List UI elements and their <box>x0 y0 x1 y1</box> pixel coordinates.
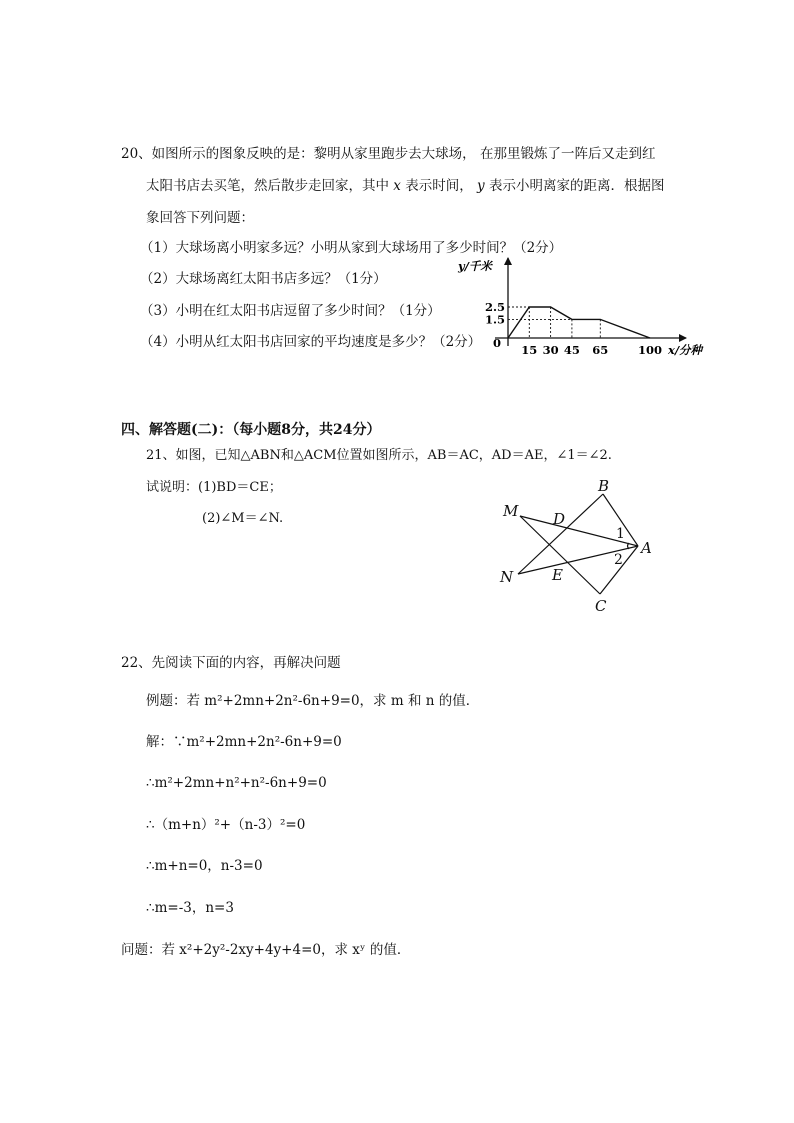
label-C: C <box>595 597 607 615</box>
label-N: N <box>500 568 514 586</box>
q20-line2 <box>146 177 664 195</box>
x-tick-label: 65 <box>592 343 609 357</box>
q20-sub2: （2）大球场离红太阳书店多远？（1分） <box>140 271 387 287</box>
q22-solution-line1: 解：∵m²+2mn+2n²-6n+9=0 <box>146 734 342 750</box>
q22-problem: 问题：若 x²+2y²-2xy+4y+4=0，求 xʸ 的值． <box>121 942 411 958</box>
section4-title: 四、解答题(二)：（每小题8分，共24分） <box>121 422 381 438</box>
q20-line1: 20、如图所示的图象反映的是：黎明从家里跑步去大球场， 在那里锻炼了一阵后又走到红 <box>121 146 656 162</box>
q21-part2: (2)∠M＝∠N. <box>202 511 284 526</box>
y-tick-label: 2.5 <box>484 300 505 314</box>
x-tick-label: 100 <box>637 343 663 357</box>
x-axis-label: x/分种 <box>668 343 703 357</box>
label-angle-1: 1 <box>616 526 625 542</box>
origin-label: 0 <box>493 336 502 350</box>
y-axis-label: y/千米 <box>458 259 492 273</box>
label-D: D <box>553 510 566 528</box>
q21-explain: 试说明：(1)BD＝CE； <box>146 480 282 495</box>
q20-line2-c: 表示小明离家的距离．根据图 <box>488 178 665 194</box>
label-B: B <box>598 477 610 495</box>
x-tick-label: 30 <box>542 343 559 357</box>
q21-line1: 21、如图，已知△ABN和△ACM位置如图所示，AB＝AC，AD＝AE，∠1＝∠2. <box>146 448 612 463</box>
label-A: A <box>641 539 652 557</box>
q22-solution-line5: ∴m=-3，n=3 <box>146 900 234 916</box>
q20-line2-b: 表示时间， <box>405 178 473 194</box>
geometry-figure <box>490 474 670 619</box>
y-tick-label: 1.5 <box>484 312 505 327</box>
x-tick-label: 45 <box>563 343 580 357</box>
q20-line2-y: y <box>477 178 485 194</box>
label-E: E <box>552 566 563 584</box>
q20-sub4: （4）小明从红太阳书店回家的平均速度是多少？（2分） <box>140 334 482 350</box>
label-angle-2: 2 <box>614 552 623 568</box>
q20-line3: 象回答下列问题： <box>146 210 254 226</box>
q20-line2-a: 太阳书店去买笔，然后散步走回家，其中 <box>146 178 389 194</box>
q20-line2-x: x <box>393 178 401 194</box>
label-M: M <box>503 502 519 520</box>
angle-arc <box>628 543 630 549</box>
q20-sub3: （3）小明在红太阳书店逗留了多少时间？（1分） <box>140 303 441 319</box>
q22-title: 22、先阅读下面的内容，再解决问题 <box>121 655 341 671</box>
q22-solution-line3: ∴（m+n）²+（n-3）²=0 <box>146 817 306 833</box>
q22-solution-line2: ∴m²+2mn+n²+n²-6n+9=0 <box>146 775 327 791</box>
q22-example: 例题：若 m²+2mn+2n²-6n+9=0，求 m 和 n 的值． <box>146 693 480 709</box>
q20-sub1: （1）大球场离小明家多远？小明从家到大球场用了多少时间？（2分） <box>140 240 563 256</box>
q22-solution-line4: ∴m+n=0，n-3=0 <box>146 858 263 874</box>
distance-time-chart <box>450 252 720 362</box>
x-tick-label: 15 <box>521 343 538 357</box>
